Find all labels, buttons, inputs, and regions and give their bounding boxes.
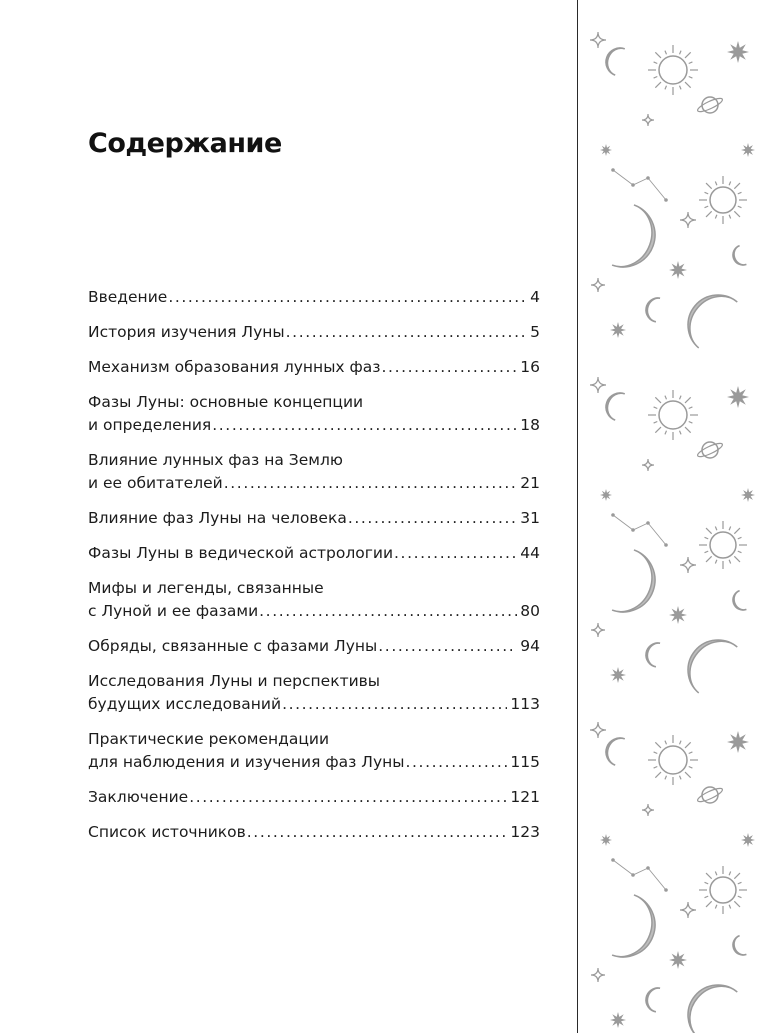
crescent-moon-icon (676, 628, 738, 693)
toc-leader-dots (382, 356, 518, 379)
sparkle-icon (590, 722, 606, 738)
planet-icon (696, 96, 724, 114)
sparkle-icon (591, 968, 605, 982)
crescent-moon-icon (676, 973, 738, 1033)
star-icon (727, 41, 749, 63)
planet-icon (696, 441, 724, 459)
toc-entry-title: Механизм образования лунных фаз (88, 358, 381, 376)
toc-entry[interactable] (88, 635, 540, 658)
star-icon (600, 834, 612, 846)
crescent-moon-icon (612, 205, 664, 276)
crescent-moon-icon (644, 641, 660, 667)
constellation-icon (611, 513, 668, 547)
toc-entry[interactable] (88, 542, 540, 565)
toc-page-number: 123 (510, 823, 540, 841)
star-icon (669, 606, 687, 624)
crescent-moon-icon (730, 591, 746, 613)
toc-page-number: 18 (520, 416, 540, 434)
star-icon (727, 386, 749, 408)
toc-entry-title: Обряды, связанные с фазами Луны (88, 637, 378, 655)
toc-page-number: 31 (520, 509, 540, 527)
sparkle-icon (642, 459, 654, 471)
planet-icon (696, 786, 724, 804)
crescent-moon-icon (602, 44, 625, 75)
toc-page-number: 115 (510, 753, 540, 771)
toc-entry[interactable] (88, 507, 540, 530)
sparkle-icon (591, 278, 605, 292)
toc-entry-title: Введение (88, 288, 168, 306)
toc-entry[interactable] (88, 356, 540, 379)
page-title: Содержание (88, 128, 282, 159)
constellation-icon (611, 858, 668, 892)
toc-entry-title-line: Практические рекомендации (88, 730, 330, 748)
toc-leader-dots (282, 693, 507, 716)
crescent-moon-icon (612, 550, 664, 621)
toc-entry[interactable] (88, 449, 540, 495)
toc-entry[interactable] (88, 670, 540, 716)
toc-page-number: 113 (510, 695, 540, 713)
star-icon (610, 1012, 626, 1028)
toc-entry[interactable] (88, 391, 540, 437)
sparkle-icon (680, 902, 696, 918)
star-icon (669, 951, 687, 969)
toc-entry-title: Заключение (88, 788, 189, 806)
toc-entry[interactable] (88, 321, 540, 344)
toc-entry-title: История изучения Луны (88, 323, 285, 341)
toc-entry-title-line: и определения (88, 416, 212, 434)
sparkle-icon (590, 377, 606, 393)
toc-leader-dots (168, 286, 527, 309)
toc-entry-title-line: Исследования Луны и перспективы (88, 672, 381, 690)
sparkle-icon (642, 114, 654, 126)
star-icon (600, 144, 612, 156)
toc-entry-title-line: Мифы и легенды, связанные (88, 579, 324, 597)
star-icon (741, 833, 755, 847)
sparkle-icon (590, 32, 606, 48)
crescent-moon-icon (612, 895, 664, 966)
star-icon (600, 489, 612, 501)
celestial-pattern-panel (578, 0, 768, 1033)
toc-leader-dots (224, 472, 518, 495)
toc-entry-title-line: для наблюдения и изучения фаз Луны (88, 753, 405, 771)
crescent-moon-icon (730, 246, 746, 268)
crescent-moon-icon (602, 734, 625, 765)
celestial-pattern (578, 0, 768, 1033)
toc-leader-dots (212, 414, 517, 437)
toc-page-number: 121 (510, 788, 540, 806)
toc-page-number: 16 (520, 358, 540, 376)
toc-page-number: 4 (530, 288, 540, 306)
sparkle-icon (680, 557, 696, 573)
sun-icon (648, 390, 698, 440)
crescent-moon-icon (644, 986, 660, 1012)
toc-page-number: 80 (520, 602, 540, 620)
star-icon (669, 261, 687, 279)
sparkle-icon (642, 804, 654, 816)
sun-icon (699, 176, 747, 224)
toc-leader-dots (406, 751, 508, 774)
star-icon (727, 731, 749, 753)
crescent-moon-icon (602, 389, 625, 420)
toc-entry-title-line: Влияние лунных фаз на Землю (88, 451, 343, 469)
toc-leader-dots (247, 821, 508, 844)
sparkle-icon (680, 212, 696, 228)
toc-entry-title-line: и ее обитателей (88, 474, 223, 492)
table-of-contents (88, 286, 540, 856)
crescent-moon-icon (730, 936, 746, 958)
star-icon (610, 667, 626, 683)
sun-icon (699, 521, 747, 569)
star-icon (610, 322, 626, 338)
toc-leader-dots (286, 321, 527, 344)
toc-entry-title-line: Фазы Луны: основные концепции (88, 393, 364, 411)
toc-leader-dots (378, 635, 517, 658)
toc-entry-title: Фазы Луны в ведической астрологии (88, 544, 394, 562)
toc-entry[interactable] (88, 577, 540, 623)
toc-entry-title: Влияние фаз Луны на человека (88, 509, 347, 527)
toc-page-number: 5 (530, 323, 540, 341)
toc-page-number: 94 (520, 637, 540, 655)
crescent-moon-icon (676, 283, 738, 348)
toc-page-number: 21 (520, 474, 540, 492)
toc-entry-title-line: будущих исследований (88, 695, 282, 713)
star-icon (741, 143, 755, 157)
toc-entry[interactable] (88, 786, 540, 809)
toc-entry-title-line: с Луной и ее фазами (88, 602, 259, 620)
toc-entry[interactable] (88, 286, 540, 309)
toc-leader-dots (348, 507, 517, 530)
sparkle-icon (591, 623, 605, 637)
toc-entry[interactable] (88, 821, 540, 844)
sun-icon (648, 45, 698, 95)
star-icon (741, 488, 755, 502)
sun-icon (648, 735, 698, 785)
sun-icon (699, 866, 747, 914)
toc-leader-dots (189, 786, 507, 809)
toc-leader-dots (394, 542, 517, 565)
toc-page-number: 44 (520, 544, 540, 562)
constellation-icon (611, 168, 668, 202)
toc-leader-dots (259, 600, 517, 623)
toc-entry[interactable] (88, 728, 540, 774)
crescent-moon-icon (644, 296, 660, 322)
toc-entry-title: Список источников (88, 823, 246, 841)
